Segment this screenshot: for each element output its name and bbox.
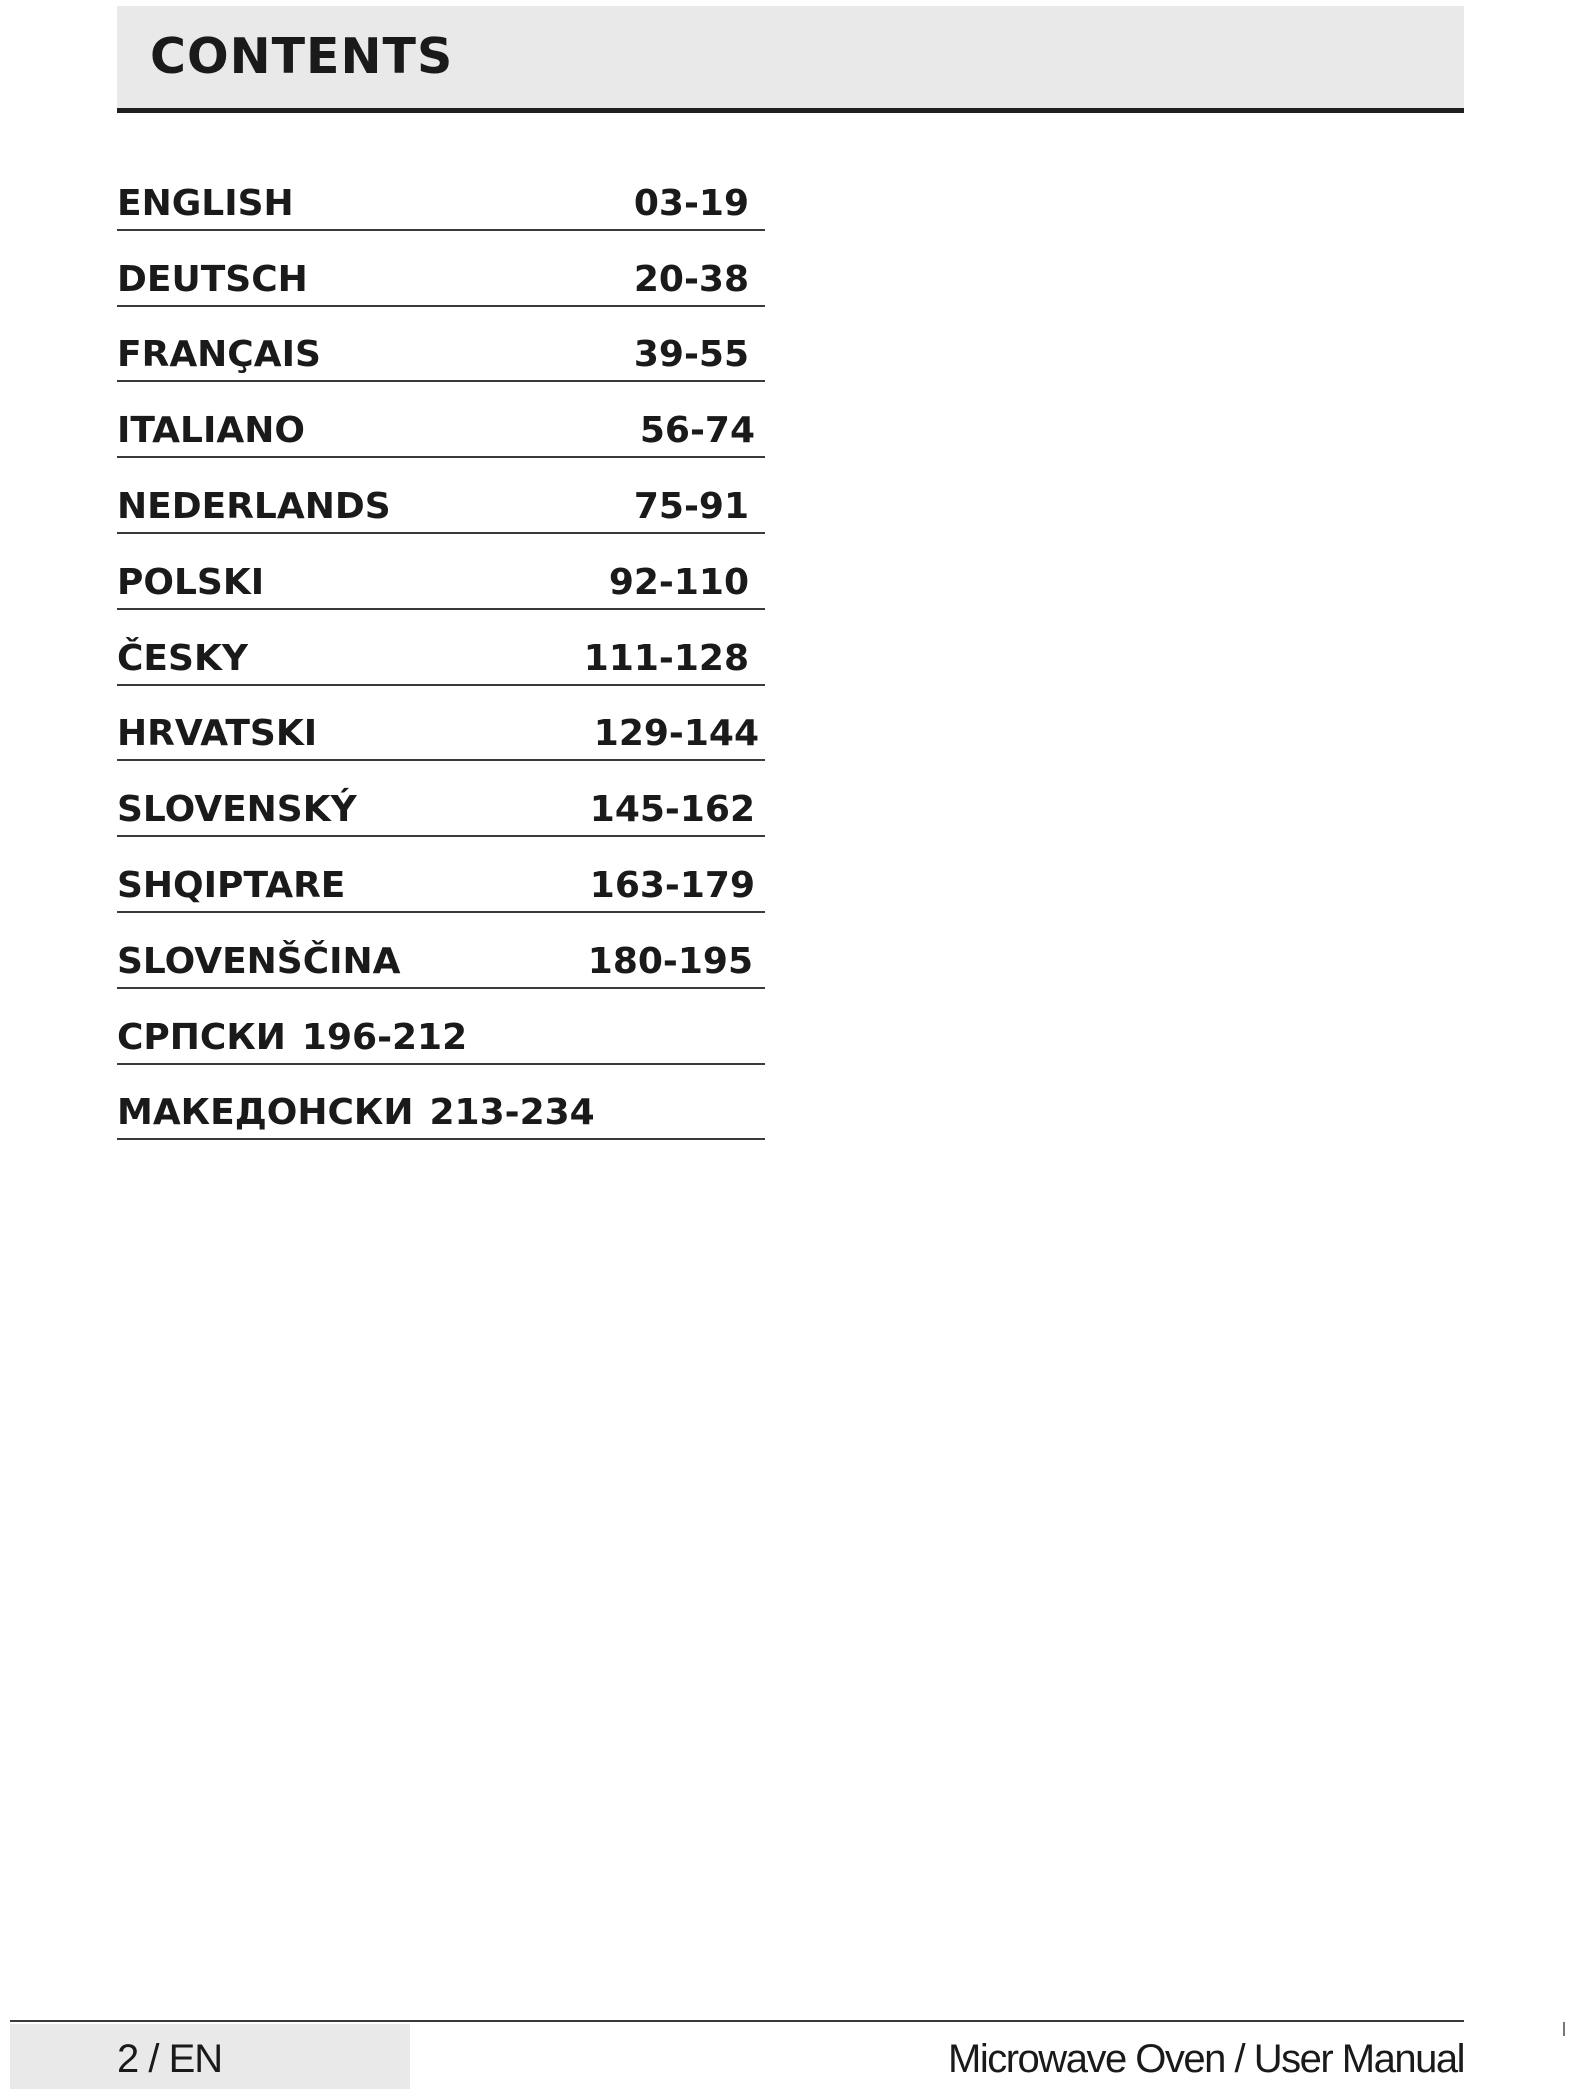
toc-row-slovensky[interactable] <box>117 761 765 837</box>
toc-row-cesky[interactable] <box>117 610 765 686</box>
toc-language: ČESKY <box>117 637 248 679</box>
toc-row-polski[interactable] <box>117 534 765 610</box>
contents-header <box>117 6 1464 113</box>
toc-page-range: 129-144 <box>593 713 759 755</box>
toc-page-range: 111-128 <box>583 637 749 679</box>
toc-page-range: 180-195 <box>587 940 753 982</box>
toc-language: FRANÇAIS <box>117 334 321 376</box>
toc-language: DEUTSCH <box>117 258 308 300</box>
page-number: 2 / EN <box>117 2037 223 2081</box>
footer-divider <box>10 2020 1464 2022</box>
toc-page-range: 163-179 <box>589 864 755 906</box>
toc-page-range: 56-74 <box>639 410 755 452</box>
toc-row-deutsch[interactable] <box>117 231 765 307</box>
toc-language: POLSKI <box>117 561 265 603</box>
toc-page-range: 03-19 <box>633 182 749 224</box>
table-of-contents <box>117 155 765 1140</box>
toc-language: СРПСКИ <box>117 1016 286 1058</box>
toc-row-hrvatski[interactable] <box>117 686 765 762</box>
toc-language: МАКЕДОНСКИ <box>117 1092 414 1134</box>
toc-row-srpski[interactable] <box>117 989 765 1065</box>
toc-language: SLOVENŠČINA <box>117 940 401 982</box>
toc-row-shqiptare[interactable] <box>117 837 765 913</box>
page-title: CONTENTS <box>150 28 454 85</box>
toc-page-range: 145-162 <box>589 789 755 831</box>
toc-page-range: 196-212 <box>301 1016 468 1058</box>
toc-row-makedonski[interactable] <box>117 1065 765 1141</box>
toc-row-francais[interactable] <box>117 307 765 383</box>
toc-language: ITALIANO <box>117 410 305 452</box>
toc-language: SHQIPTARE <box>117 864 346 906</box>
toc-language: SLOVENSKÝ <box>117 789 357 831</box>
toc-language: ENGLISH <box>117 182 294 224</box>
toc-row-italiano[interactable] <box>117 382 765 458</box>
toc-entry <box>117 1092 595 1134</box>
document-title: Microwave Oven / User Manual <box>948 2037 1464 2081</box>
toc-row-english[interactable] <box>117 155 765 231</box>
toc-entry <box>117 1016 468 1058</box>
page-edge-mark <box>1563 2022 1565 2036</box>
toc-language: HRVATSKI <box>117 713 318 755</box>
toc-row-slovenscina[interactable] <box>117 913 765 989</box>
toc-page-range: 20-38 <box>633 258 749 300</box>
toc-page-range: 213-234 <box>429 1092 595 1134</box>
toc-row-nederlands[interactable] <box>117 458 765 534</box>
toc-page-range: 39-55 <box>633 334 749 376</box>
toc-language: NEDERLANDS <box>117 485 391 527</box>
toc-page-range: 92-110 <box>608 561 749 603</box>
toc-page-range: 75-91 <box>633 485 749 527</box>
